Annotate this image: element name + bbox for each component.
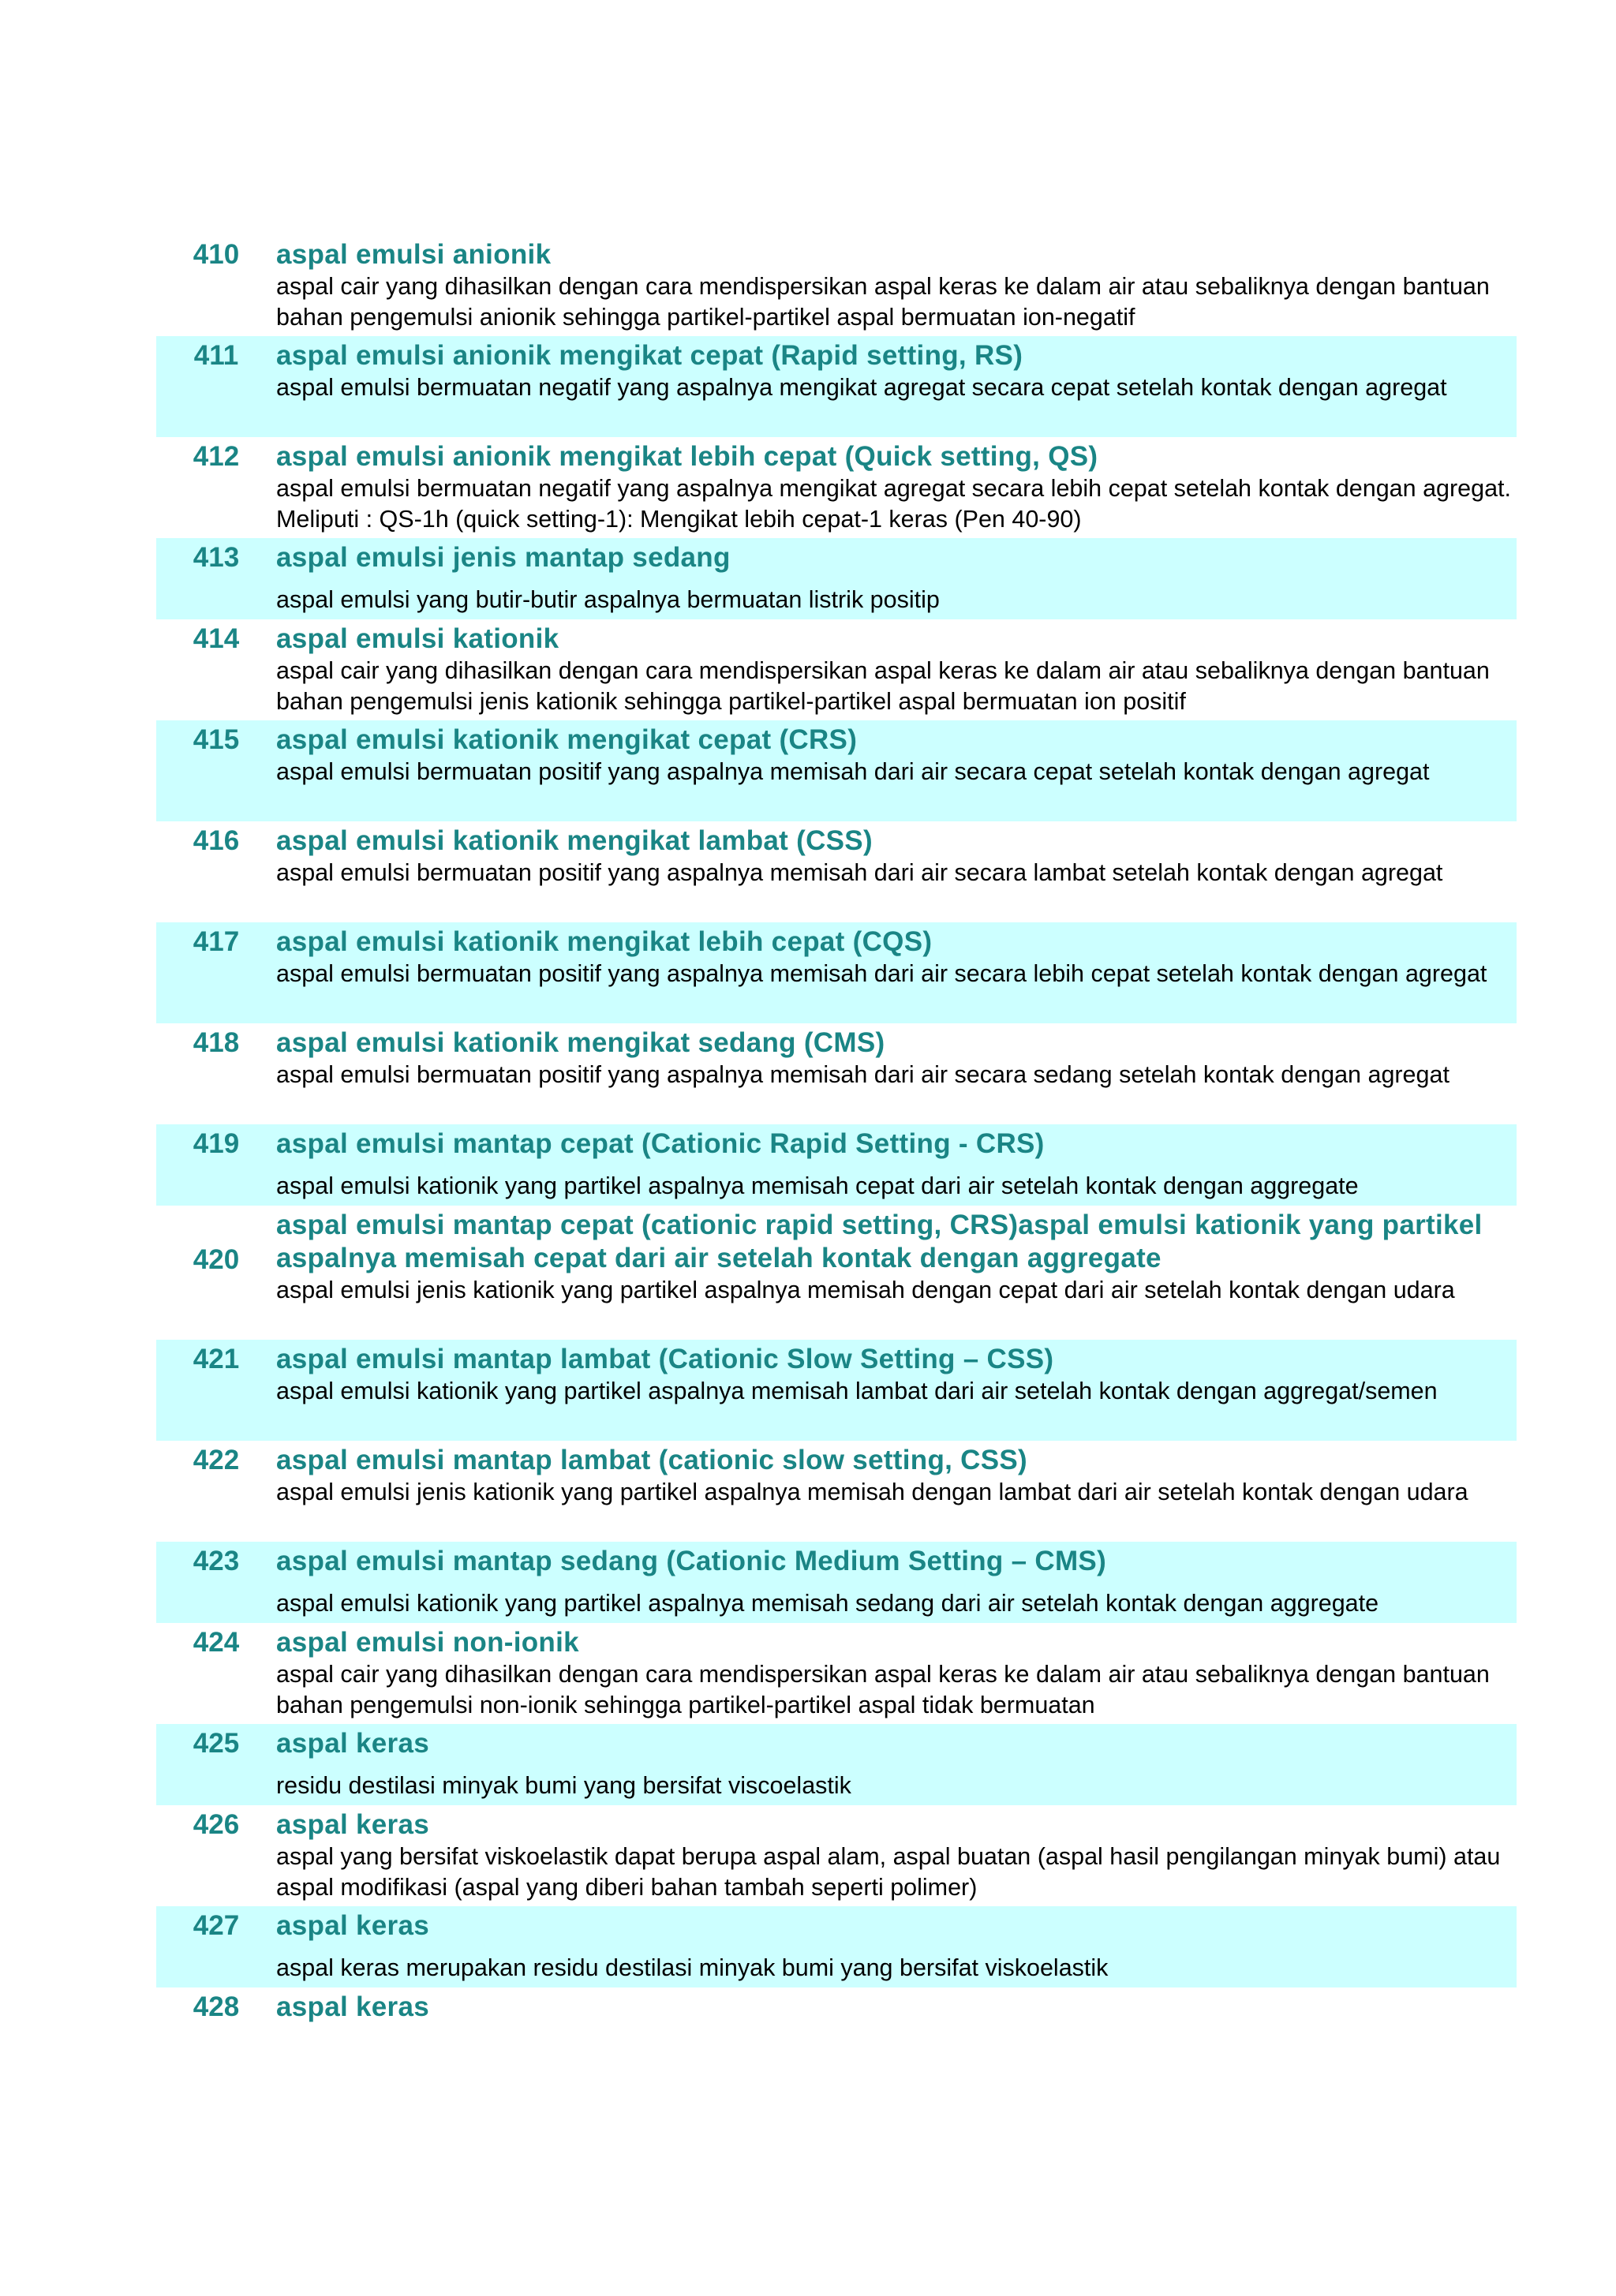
glossary-entry-424	[156, 1623, 1517, 1724]
glossary-entry-420	[156, 1206, 1517, 1340]
entry-content	[276, 724, 1517, 787]
entry-term: aspal emulsi kationik mengikat sedang (CMS)	[276, 1027, 885, 1058]
entry-number: 410	[193, 239, 240, 270]
entry-content	[276, 623, 1517, 716]
entry-definition: aspal emulsi bermuatan positif yang aspalnya memisah dari air secara lebih cepat setelah kontak dengan agregat	[276, 960, 1487, 987]
entry-content	[276, 1209, 1517, 1306]
entry-number: 411	[193, 340, 239, 371]
entry-content	[276, 541, 1517, 615]
entry-content	[276, 825, 1517, 888]
entry-definition: aspal keras merupakan residu destilasi minyak bumi yang bersifat viskoelastik	[276, 1954, 1109, 1981]
entry-term: aspal keras	[276, 1991, 430, 2022]
entry-content	[276, 1545, 1517, 1619]
entry-definition: aspal emulsi kationik yang partikel aspalnya memisah lambat dari air setelah kontak dengan aggregat/semen	[276, 1378, 1438, 1404]
glossary-entry-417	[156, 922, 1517, 1023]
entry-term: aspal emulsi non-ionik	[276, 1627, 579, 1658]
entry-definition: aspal emulsi bermuatan negatif yang aspalnya mengikat agregat secara lebih cepat setelah kontak dengan agregat. Meliputi : QS-1h (quick setting-1): Mengikat lebih cepat-1 keras (Pen 40-90)	[276, 475, 1512, 533]
entry-number: 419	[193, 1128, 240, 1159]
entry-number: 416	[193, 825, 240, 856]
glossary-entry-427	[156, 1906, 1517, 1987]
glossary-entry-415	[156, 720, 1517, 821]
entry-number: 413	[193, 542, 240, 573]
entry-term: aspal emulsi kationik mengikat cepat (CRS)	[276, 724, 858, 755]
entry-definition: aspal emulsi bermuatan positif yang aspalnya memisah dari air secara cepat setelah kontak dengan agregat	[276, 758, 1430, 785]
entry-definition: aspal emulsi bermuatan positif yang aspalnya memisah dari air secara sedang setelah kontak dengan agregat	[276, 1061, 1450, 1088]
entry-term: aspal emulsi jenis mantap sedang	[276, 542, 731, 573]
entry-definition: aspal cair yang dihasilkan dengan cara mendispersikan aspal keras ke dalam air atau sebaliknya dengan bantuan bahan pengemulsi jenis kationik sehingga partikel-partikel aspal bermuatan ion positif	[276, 657, 1490, 715]
entry-content	[276, 1127, 1517, 1202]
glossary-entry-414	[156, 619, 1517, 720]
glossary-entry-413	[156, 538, 1517, 619]
entry-content	[276, 238, 1517, 332]
glossary-entry-422	[156, 1441, 1517, 1542]
entry-definition: aspal emulsi kationik yang partikel aspalnya memisah cepat dari air setelah kontak dengan aggregate	[276, 1172, 1359, 1199]
entry-content	[276, 926, 1517, 989]
entry-content	[276, 1991, 1517, 2024]
entry-number: 418	[193, 1027, 240, 1058]
entry-content	[276, 1626, 1517, 1720]
glossary-entry-419	[156, 1124, 1517, 1206]
entry-number: 421	[193, 1344, 240, 1374]
entry-term: aspal emulsi mantap lambat (cationic slow setting, CSS)	[276, 1445, 1027, 1475]
entry-term: aspal emulsi anionik	[276, 239, 552, 270]
entry-content	[276, 440, 1517, 534]
entry-definition: aspal emulsi yang butir-butir aspalnya bermuatan listrik positip	[276, 586, 940, 613]
entry-number: 414	[193, 623, 240, 654]
entry-definition: aspal cair yang dihasilkan dengan cara mendispersikan aspal keras ke dalam air atau sebaliknya dengan bantuan bahan pengemulsi anionik sehingga partikel-partikel aspal bermuatan ion-negatif	[276, 273, 1490, 331]
entry-definition: aspal emulsi kationik yang partikel aspalnya memisah sedang dari air setelah kontak dengan aggregate	[276, 1590, 1379, 1617]
entry-number: 424	[193, 1627, 240, 1658]
entry-number: 427	[193, 1910, 240, 1941]
glossary-entry-416	[156, 821, 1517, 922]
entry-term: aspal emulsi anionik mengikat lebih cepat (Quick setting, QS)	[276, 441, 1098, 472]
entry-definition: aspal emulsi jenis kationik yang partikel aspalnya memisah dengan cepat dari air setelah kontak dengan udara	[276, 1277, 1455, 1303]
entry-definition: aspal emulsi bermuatan positif yang aspalnya memisah dari air secara lambat setelah kontak dengan agregat	[276, 859, 1443, 886]
entry-content	[276, 1026, 1517, 1090]
entry-definition: aspal yang bersifat viskoelastik dapat berupa aspal alam, aspal buatan (aspal hasil pengilangan minyak bumi) atau aspal modifikasi (aspal yang diberi bahan tambah seperti polimer)	[276, 1843, 1501, 1901]
entry-term: aspal emulsi kationik mengikat lebih cepat (CQS)	[276, 926, 933, 957]
entry-number: 423	[193, 1546, 240, 1576]
entry-term: aspal emulsi mantap cepat (Cationic Rapid Setting - CRS)	[276, 1128, 1045, 1159]
entry-number: 412	[193, 441, 240, 472]
entry-number: 425	[193, 1728, 240, 1759]
entry-number: 426	[193, 1809, 240, 1840]
glossary-entry-426	[156, 1805, 1517, 1906]
entry-term: aspal emulsi mantap cepat (cationic rapid setting, CRS)aspal emulsi kationik yang partikel aspalnya memisah cepat dari air setelah kontak dengan aggregate	[276, 1210, 1483, 1273]
entry-definition: aspal cair yang dihasilkan dengan cara mendispersikan aspal keras ke dalam air atau sebaliknya dengan bantuan bahan pengemulsi non-ionik sehingga partikel-partikel aspal tidak bermuatan	[276, 1661, 1490, 1718]
entry-term: aspal emulsi kationik	[276, 623, 559, 654]
glossary-entry-425	[156, 1724, 1517, 1805]
entry-term: aspal keras	[276, 1728, 430, 1759]
entry-term: aspal keras	[276, 1809, 430, 1840]
entry-term: aspal emulsi mantap lambat (Cationic Slow Setting – CSS)	[276, 1344, 1054, 1374]
entry-number: 417	[193, 926, 240, 957]
entry-term: aspal emulsi kationik mengikat lambat (CSS)	[276, 825, 873, 856]
entry-term: aspal keras	[276, 1910, 430, 1941]
glossary-entry-418	[156, 1023, 1517, 1124]
entry-number: 422	[193, 1445, 240, 1475]
entry-number: 428	[193, 1991, 240, 2022]
glossary-entry-412	[156, 437, 1517, 538]
entry-content	[276, 1343, 1517, 1407]
glossary-entry-410	[156, 235, 1517, 336]
entry-content	[276, 339, 1517, 403]
entry-definition: residu destilasi minyak bumi yang bersifat viscoelastik	[276, 1772, 851, 1799]
entry-definition: aspal emulsi bermuatan negatif yang aspalnya mengikat agregat secara cepat setelah kontak dengan agregat	[276, 374, 1447, 401]
glossary-entry-421	[156, 1340, 1517, 1441]
glossary-entry-428	[156, 1987, 1517, 2032]
entry-number: 415	[193, 724, 240, 755]
entry-content	[276, 1727, 1517, 1801]
entry-term: aspal emulsi anionik mengikat cepat (Rapid setting, RS)	[276, 340, 1023, 371]
entry-term: aspal emulsi mantap sedang (Cationic Medium Setting – CMS)	[276, 1546, 1107, 1576]
entry-content	[276, 1808, 1517, 1902]
entry-number: 420	[193, 1244, 240, 1275]
glossary-entry-411	[156, 336, 1517, 437]
entry-definition: aspal emulsi jenis kationik yang partikel aspalnya memisah dengan lambat dari air setelah kontak dengan udara	[276, 1479, 1468, 1505]
entry-content	[276, 1444, 1517, 1508]
glossary-entry-423	[156, 1542, 1517, 1623]
glossary-page	[156, 235, 1517, 2032]
entry-content	[276, 1909, 1517, 1984]
